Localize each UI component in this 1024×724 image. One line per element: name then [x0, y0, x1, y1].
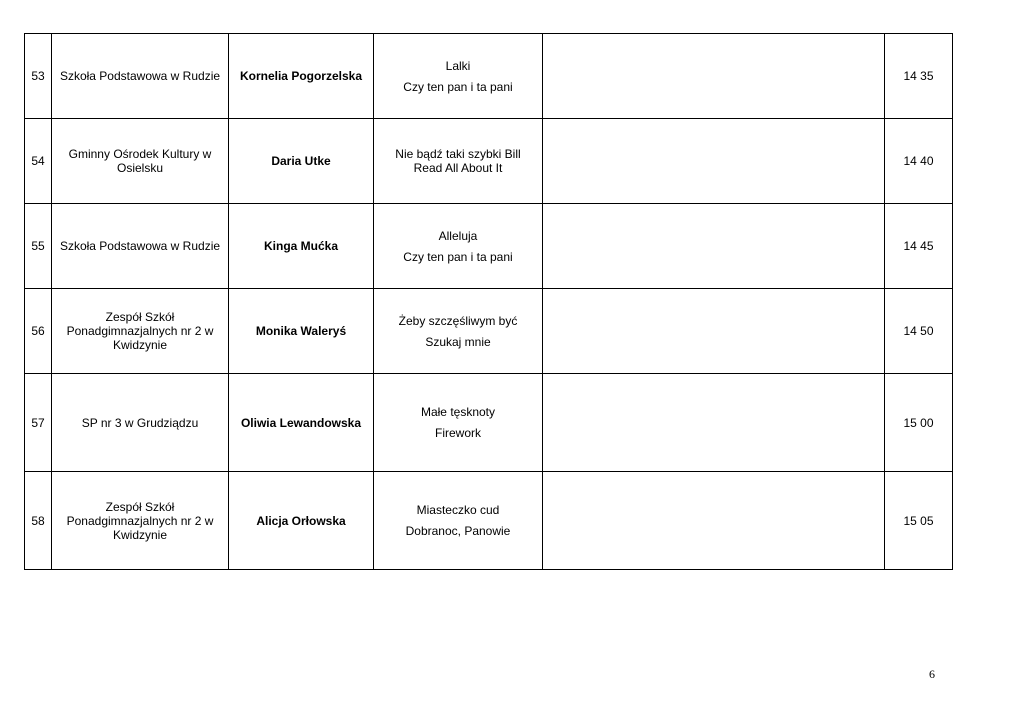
performer-name: Daria Utke	[229, 119, 374, 204]
song-title: Małe tęsknoty	[420, 405, 496, 419]
entry-number: 54	[25, 119, 52, 204]
performance-time: 15 05	[885, 472, 953, 570]
song-title: Lalki	[445, 58, 471, 73]
notes-cell	[543, 289, 885, 374]
performer-name: Monika Waleryś	[229, 289, 374, 374]
song-list	[374, 34, 543, 119]
performance-time: 14 50	[885, 289, 953, 374]
performer-name: Alicja Orłowska	[229, 472, 374, 570]
entry-number: 58	[25, 472, 52, 570]
song-title: Czy ten pan i ta pani	[403, 79, 513, 94]
song-title: Czy ten pan i ta pani	[403, 249, 513, 264]
table-row	[25, 374, 953, 472]
table-row	[25, 119, 953, 204]
performance-time: 15 00	[885, 374, 953, 472]
notes-cell	[543, 204, 885, 289]
school-name: Zespół Szkół Ponadgimnazjalnych nr 2 w Kwidzynie	[52, 289, 229, 374]
performance-schedule-table	[24, 33, 953, 570]
school-name: Szkoła Podstawowa w Rudzie	[52, 204, 229, 289]
performance-time: 14 45	[885, 204, 953, 289]
song-title: Read All About It	[413, 161, 503, 175]
notes-cell	[543, 119, 885, 204]
entry-number: 53	[25, 34, 52, 119]
entry-number: 56	[25, 289, 52, 374]
notes-cell	[543, 34, 885, 119]
song-list	[374, 289, 543, 374]
table-row	[25, 472, 953, 570]
school-name: Szkoła Podstawowa w Rudzie	[52, 34, 229, 119]
performer-name: Oliwia Lewandowska	[229, 374, 374, 472]
entry-number: 55	[25, 204, 52, 289]
performer-name: Kinga Mućka	[229, 204, 374, 289]
performance-time: 14 40	[885, 119, 953, 204]
song-list	[374, 472, 543, 570]
song-title: Firework	[434, 426, 481, 440]
song-title: Żeby szczęśliwym być	[398, 313, 518, 328]
notes-cell	[543, 374, 885, 472]
page-number: 6	[929, 667, 935, 681]
school-name: SP nr 3 w Grudziądzu	[52, 374, 229, 472]
song-list	[374, 204, 543, 289]
song-list	[374, 119, 543, 204]
song-list	[374, 374, 543, 472]
school-name: Gminny Ośrodek Kultury w Osielsku	[52, 119, 229, 204]
song-title: Szukaj mnie	[425, 334, 491, 349]
entry-number: 57	[25, 374, 52, 472]
table-row	[25, 289, 953, 374]
notes-cell	[543, 472, 885, 570]
song-title: Alleluja	[438, 228, 478, 243]
performer-name: Kornelia Pogorzelska	[229, 34, 374, 119]
table-row	[25, 34, 953, 119]
song-title: Dobranoc, Panowie	[405, 524, 511, 538]
school-name: Zespół Szkół Ponadgimnazjalnych nr 2 w Kwidzynie	[52, 472, 229, 570]
performance-time: 14 35	[885, 34, 953, 119]
song-title: Miasteczko cud	[416, 503, 500, 517]
song-title: Nie bądź taki szybki Bill	[395, 147, 521, 161]
table-row	[25, 204, 953, 289]
